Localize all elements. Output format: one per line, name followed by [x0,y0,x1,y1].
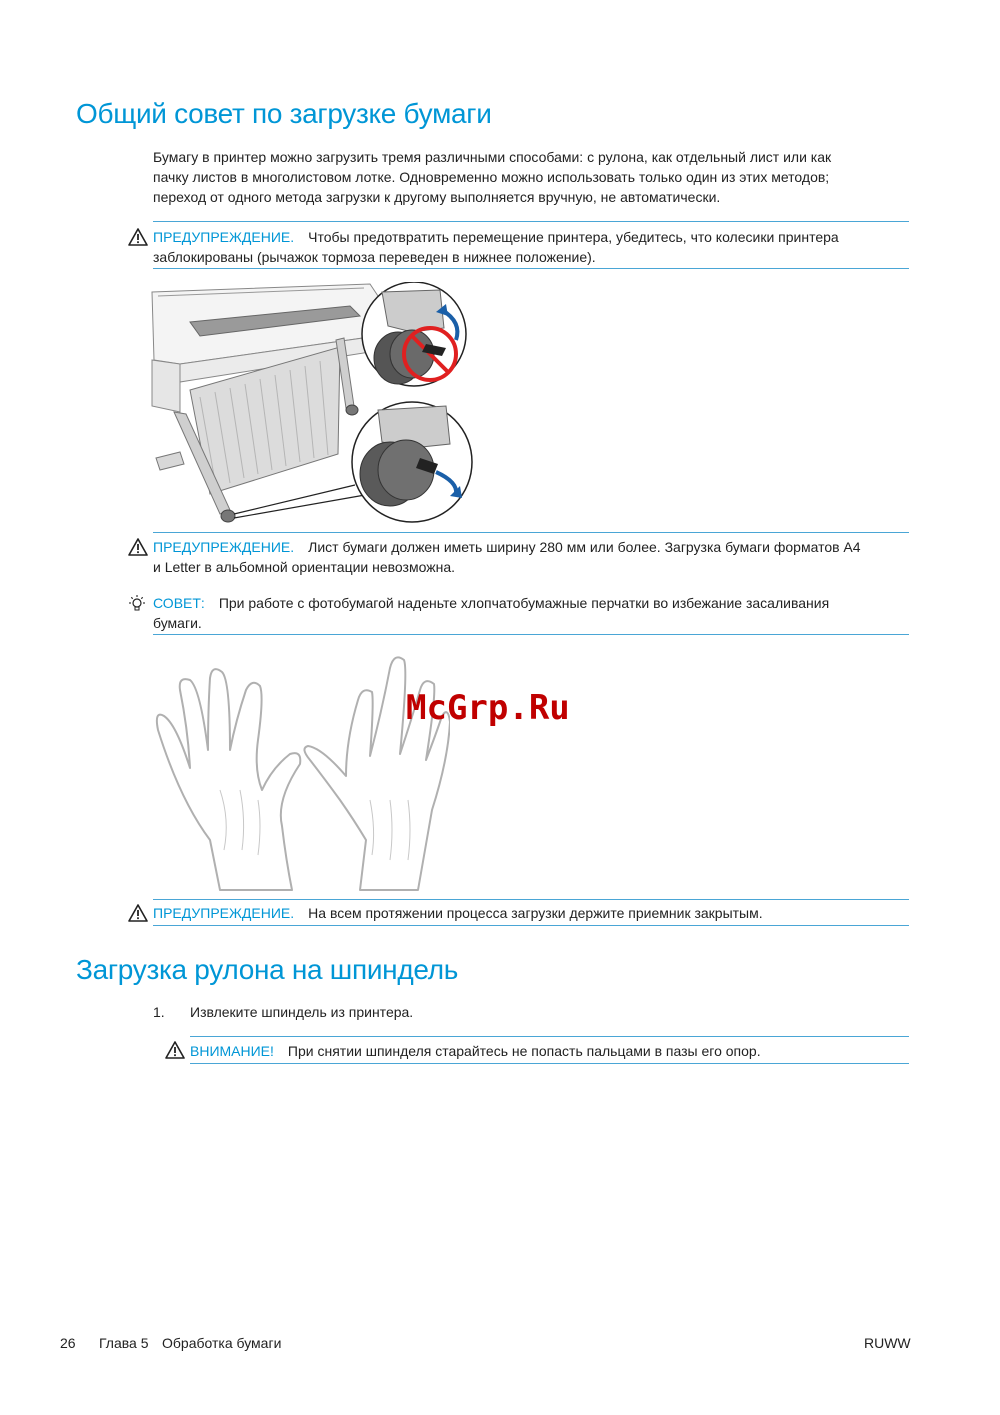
step-1-text: Извлеките шпиндель из принтера. [190,1004,414,1020]
footer-chapter-title: Обработка бумаги [162,1335,282,1351]
intro-line: Бумагу в принтер можно загрузить тремя различными способами: с рулона, как отдельный лист или как [153,149,832,165]
caution-text: При снятии шпинделя старайтесь не попасть пальцами в пазы его опор. [287,1043,761,1059]
note-rule-bottom [153,925,909,926]
warning-text: На всем протяжении процесса загрузки держите приемник закрытым. [308,905,763,921]
warning-text: заблокированы (рычажок тормоза переведен в нижнее положение). [153,249,596,265]
warning-text: Лист бумаги должен иметь ширину 280 мм или более. Загрузка бумаги форматов А4 [308,539,861,555]
step-1-number: 1. [153,1004,165,1020]
caution-label: ВНИМАНИЕ! [190,1043,274,1059]
intro-paragraph [153,147,913,207]
caution-icon [165,1041,185,1059]
tip-text: При работе с фотобумагой наденьте хлопчатобумажные перчатки во избежание засаливания [218,595,830,611]
caution-note-spindle [190,1041,910,1061]
note-rule-bottom [190,1063,909,1064]
note-rule-top [153,899,909,900]
cotton-gloves-illustration [150,650,450,895]
warning-label: ПРЕДУПРЕЖДЕНИЕ. [153,229,295,245]
warning-note-paper-width [153,537,913,577]
intro-line: переход от одного метода загрузки к другому выполняется вручную, не автоматически. [153,189,721,205]
tip-note-gloves [153,593,913,633]
section-title-roll-loading: Загрузка рулона на шпиндель [76,954,459,985]
warning-label: ПРЕДУПРЕЖДЕНИЕ. [153,905,295,921]
warning-icon [128,228,148,246]
warning-note-brakes [153,227,913,267]
footer-code: RUWW [864,1335,911,1351]
warning-icon [128,538,148,556]
lightbulb-tip-icon [127,594,147,614]
note-rule-bottom [153,268,909,269]
tip-text: бумаги. [153,615,202,631]
note-rule-top [190,1036,909,1037]
warning-icon [128,904,148,922]
warning-label: ПРЕДУПРЕЖДЕНИЕ. [153,539,295,555]
warning-text: Чтобы предотвратить перемещение принтера, убедитесь, что колесики принтера [308,229,839,245]
tip-label: СОВЕТ: [153,595,205,611]
note-rule-bottom [153,634,909,635]
footer-page-number: 26 [60,1335,76,1351]
printer-wheel-brake-illustration [150,282,480,527]
note-rule-top [153,532,909,533]
section-title-general-tips: Общий совет по загрузке бумаги [76,98,492,129]
intro-line: пачку листов в многолистовом лотке. Одновременно можно использовать только один из этих методов; [153,169,830,185]
warning-note-receiver [153,903,913,923]
footer-chapter: Глава 5 [99,1335,149,1351]
note-rule-top [153,221,909,222]
watermark: McGrp.Ru [406,688,570,728]
warning-text: и Letter в альбомной ориентации невозможна. [153,559,456,575]
